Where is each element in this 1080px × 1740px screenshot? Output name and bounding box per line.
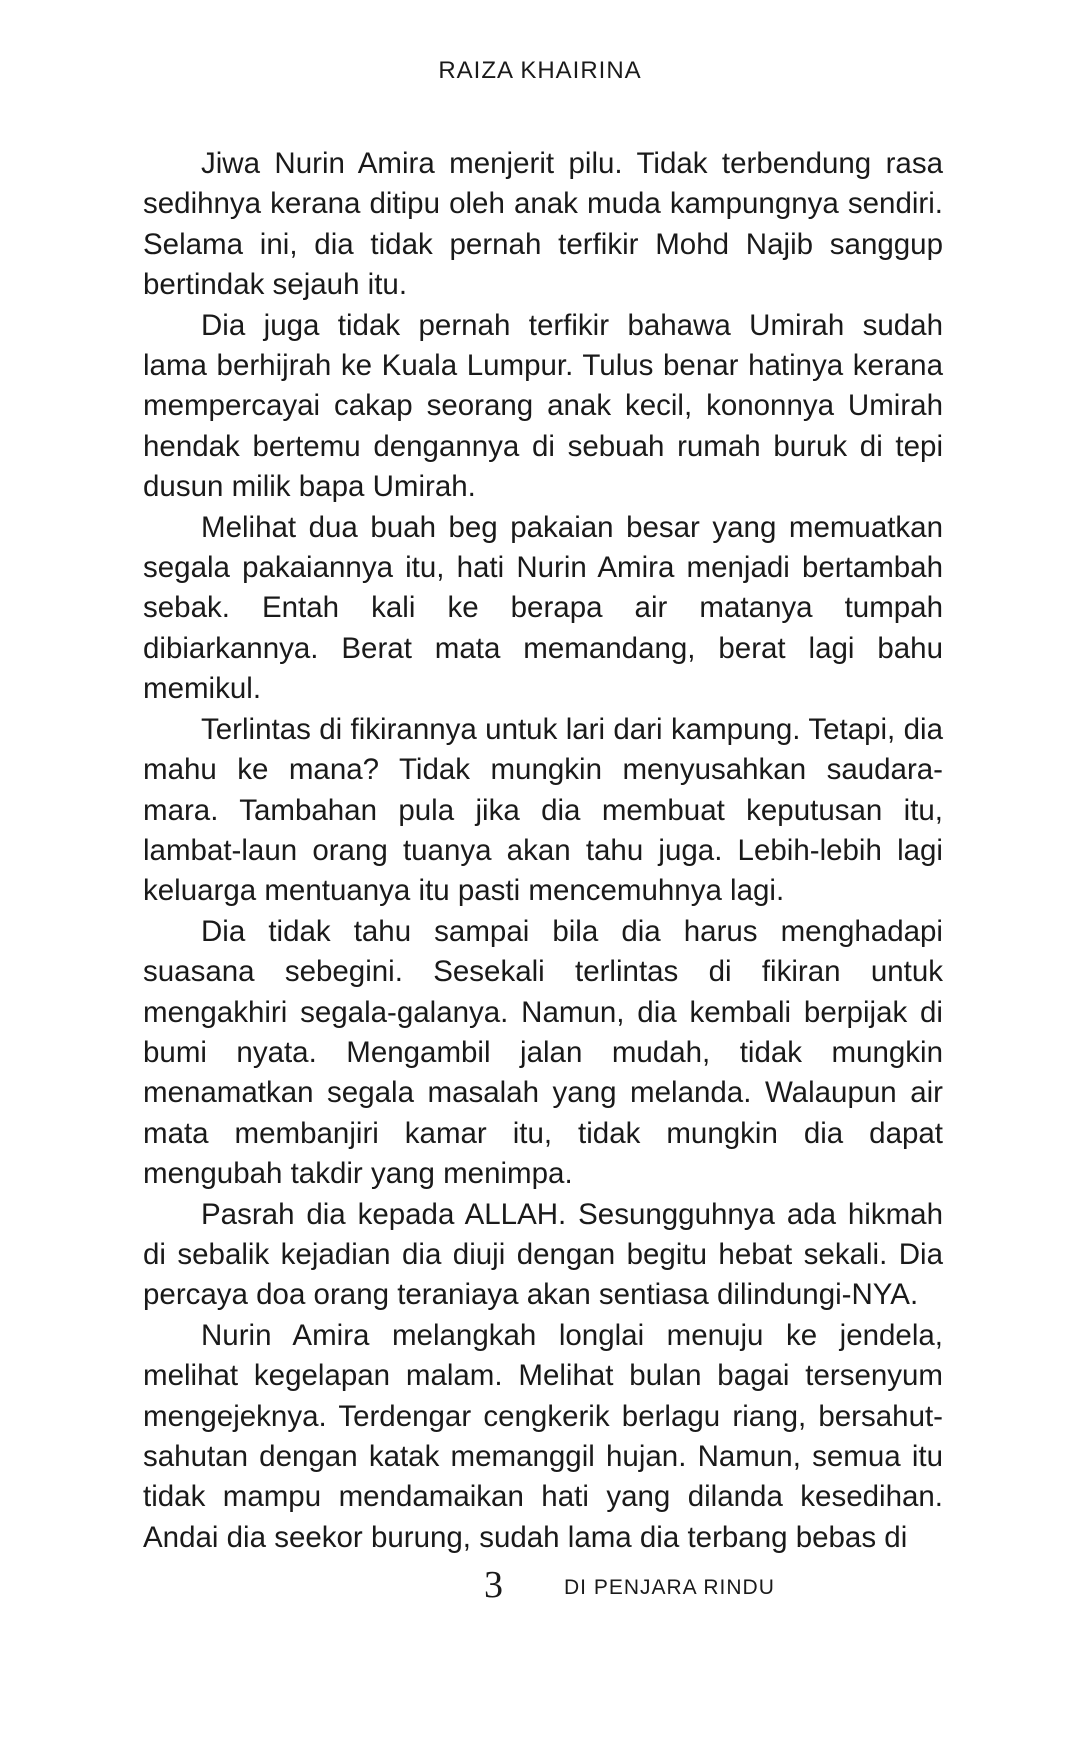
body-text (143, 144, 943, 1558)
page-footer (0, 1562, 1080, 1612)
paragraph-1: Jiwa Nurin Amira menjerit pilu. Tidak terbendung rasa sedihnya kerana ditipu oleh anak muda kampungnya sendiri. Selama ini, dia tidak pernah terfikir Mohd Najib sanggup bertindak sejauh itu. (143, 147, 943, 302)
running-footer-book-title: DI PENJARA RINDU (564, 1576, 775, 1599)
paragraph-2: Dia juga tidak pernah terfikir bahawa Umirah sudah lama berhijrah ke Kuala Lumpur. Tulus benar hatinya kerana mempercayai cakap seorang anak kecil, kononnya Umirah hendak bertemu dengannya di sebuah rumah buruk di tepi dusun milik bapa Umirah. (143, 308, 943, 504)
paragraph-6: Pasrah dia kepada ALLAH. Sesungguhnya ada hikmah di sebalik kejadian dia diuji dengan begitu hebat sekali. Dia percaya doa orang teraniaya akan sentiasa dilindungi-NYA. (143, 1197, 943, 1312)
paragraph-4: Terlintas di fikirannya untuk lari dari kampung. Tetapi, dia mahu ke mana? Tidak mungkin menyusahkan saudara-mara. Tambahan pula jika dia membuat keputusan itu, lambat-laun orang tuanya akan tahu juga. Lebih-lebih lagi keluarga mentuanya itu pasti mencemuhnya lagi. (143, 712, 943, 908)
paragraph-3: Melihat dua buah beg pakaian besar yang memuatkan segala pakaiannya itu, hati Nurin Amira menjadi bertambah sebak. Entah kali ke berapa air matanya tumpah dibiarkannya. Berat mata memandang, berat lagi bahu memikul. (143, 510, 943, 706)
paragraph-5: Dia tidak tahu sampai bila dia harus menghadapi suasana sebegini. Sesekali terlintas di fikiran untuk mengakhiri segala-galanya. Namun, dia kembali berpijak di bumi nyata. Mengambil jalan mudah, tidak mungkin menamatkan segala masalah yang melanda. Walaupun air mata membanjiri kamar itu, tidak mungkin dia dapat mengubah takdir yang menimpa. (143, 914, 943, 1191)
paragraph-7: Nurin Amira melangkah longlai menuju ke jendela, melihat kegelapan malam. Melihat bulan bagai tersenyum mengejeknya. Terdengar cengkerik berlagu riang, bersahut-sahutan dengan katak memanggil hujan. Namun, semua itu tidak mampu mendamaikan hati yang dilanda kesedihan. Andai dia seekor burung, sudah lama dia terbang bebas di (143, 1318, 943, 1554)
running-header-author: RAIZA KHAIRINA (438, 57, 642, 84)
page-number: 3 (484, 1564, 503, 1606)
